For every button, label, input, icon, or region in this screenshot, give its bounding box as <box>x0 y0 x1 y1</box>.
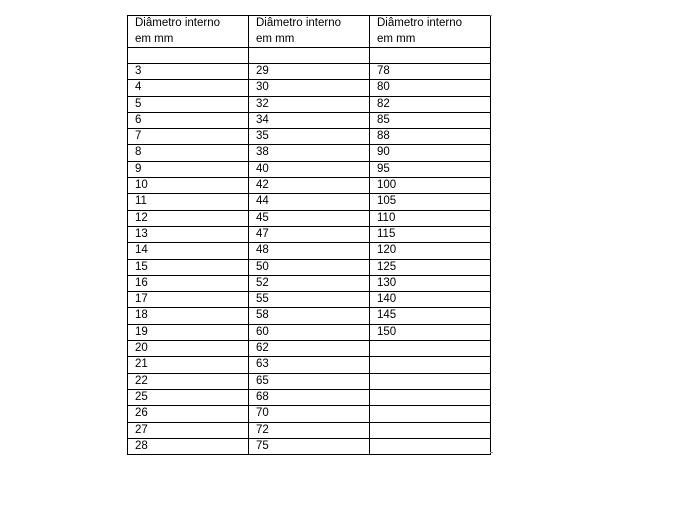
table-cell[interactable]: 125 <box>370 259 491 275</box>
table-row <box>128 422 491 438</box>
header-cell-2[interactable] <box>249 16 370 48</box>
table-row <box>128 438 491 454</box>
table-row <box>128 275 491 291</box>
table-cell[interactable]: 105 <box>370 194 491 210</box>
table-cell[interactable]: 26 <box>128 406 249 422</box>
table-cell[interactable] <box>249 48 370 64</box>
table-cell[interactable]: 12 <box>128 210 249 226</box>
table-cell[interactable]: 11 <box>128 194 249 210</box>
table-cell[interactable]: 120 <box>370 243 491 259</box>
header-unit: em mm <box>256 32 295 45</box>
table-cell[interactable]: 88 <box>370 129 491 145</box>
table-cell[interactable]: 75 <box>249 438 370 454</box>
table-cell[interactable]: 85 <box>370 112 491 128</box>
table-cell[interactable] <box>370 373 491 389</box>
table-cell[interactable]: 50 <box>249 259 370 275</box>
header-row <box>128 16 491 48</box>
table-cell[interactable]: 47 <box>249 226 370 242</box>
table-cell[interactable]: 110 <box>370 210 491 226</box>
table-cell[interactable]: 44 <box>249 194 370 210</box>
table-cell[interactable]: 29 <box>249 64 370 80</box>
table-cell[interactable]: 62 <box>249 341 370 357</box>
table-cell[interactable]: 52 <box>249 275 370 291</box>
table-cell[interactable]: 22 <box>128 373 249 389</box>
table-cell[interactable]: 82 <box>370 96 491 112</box>
table-cell[interactable]: 21 <box>128 357 249 373</box>
table-cell[interactable] <box>370 389 491 405</box>
table-row <box>128 80 491 96</box>
header-text: Diâmetro interno <box>256 17 342 29</box>
table-cell[interactable]: 27 <box>128 422 249 438</box>
header-cell-1[interactable] <box>128 16 249 48</box>
diameter-table <box>127 15 491 455</box>
header-unit: em mm <box>377 32 416 45</box>
table-row <box>128 389 491 405</box>
header-unit: em mm <box>135 32 174 45</box>
table-row <box>128 178 491 194</box>
table-cell[interactable]: 3 <box>128 64 249 80</box>
table-row <box>128 112 491 128</box>
table-cell[interactable] <box>370 422 491 438</box>
table-cell[interactable]: 40 <box>249 161 370 177</box>
table-row <box>128 243 491 259</box>
table-cell[interactable]: 25 <box>128 389 249 405</box>
table-cell[interactable]: 65 <box>249 373 370 389</box>
table-cell[interactable]: 8 <box>128 145 249 161</box>
table-cell[interactable]: 150 <box>370 324 491 340</box>
table-cell[interactable]: 32 <box>249 96 370 112</box>
table-cell[interactable]: 35 <box>249 129 370 145</box>
table-row <box>128 357 491 373</box>
table-cell[interactable]: 72 <box>249 422 370 438</box>
table-cell[interactable] <box>370 48 491 64</box>
table-cell[interactable]: 9 <box>128 161 249 177</box>
table-cell[interactable]: 15 <box>128 259 249 275</box>
table-cell[interactable]: 30 <box>249 80 370 96</box>
table-row <box>128 129 491 145</box>
header-text: Diâmetro interno <box>135 17 221 29</box>
table-cell[interactable]: 4 <box>128 80 249 96</box>
table-cell[interactable]: 55 <box>249 292 370 308</box>
table-cell[interactable]: 7 <box>128 129 249 145</box>
header-text: Diâmetro interno <box>377 17 463 29</box>
table-row <box>128 341 491 357</box>
table-row <box>128 292 491 308</box>
text-cursor <box>490 357 491 370</box>
table-cell[interactable]: 28 <box>128 438 249 454</box>
table-row <box>128 373 491 389</box>
table-cell[interactable]: 38 <box>249 145 370 161</box>
table-row <box>128 145 491 161</box>
table-edge-marker <box>490 15 492 16</box>
table-row <box>128 161 491 177</box>
table-row <box>128 64 491 80</box>
table-row <box>128 194 491 210</box>
table-cell[interactable]: 5 <box>128 96 249 112</box>
table-cell[interactable]: 70 <box>249 406 370 422</box>
table-cell[interactable]: 145 <box>370 308 491 324</box>
table-cell[interactable]: 80 <box>370 80 491 96</box>
table-cell[interactable]: 10 <box>128 178 249 194</box>
table-cell[interactable] <box>370 341 491 357</box>
table-cell[interactable]: 34 <box>249 112 370 128</box>
table-cell[interactable]: 45 <box>249 210 370 226</box>
header-cell-3[interactable] <box>370 16 491 48</box>
table-cell[interactable]: 42 <box>249 178 370 194</box>
table-cell[interactable]: 58 <box>249 308 370 324</box>
table-cell[interactable]: 48 <box>249 243 370 259</box>
table-cell[interactable]: 20 <box>128 341 249 357</box>
table-row <box>128 406 491 422</box>
table-cell[interactable] <box>370 406 491 422</box>
table-cell[interactable]: 17 <box>128 292 249 308</box>
table-cell[interactable]: 6 <box>128 112 249 128</box>
table-cell[interactable]: 68 <box>249 389 370 405</box>
table-row <box>128 96 491 112</box>
table-row <box>128 308 491 324</box>
table-row <box>128 259 491 275</box>
table-resize-handle[interactable] <box>490 452 493 453</box>
table-row <box>128 226 491 242</box>
table-row <box>128 324 491 340</box>
table-cell[interactable]: 13 <box>128 226 249 242</box>
table-cell[interactable]: 18 <box>128 308 249 324</box>
table-cell[interactable]: 16 <box>128 275 249 291</box>
table-cell[interactable] <box>128 48 249 64</box>
table-cell[interactable]: 130 <box>370 275 491 291</box>
table-cell[interactable]: 95 <box>370 161 491 177</box>
table-cell[interactable]: 19 <box>128 324 249 340</box>
table-row <box>128 210 491 226</box>
table-cell[interactable]: 63 <box>249 357 370 373</box>
table-cell[interactable]: 14 <box>128 243 249 259</box>
table-cell[interactable] <box>370 357 491 373</box>
table-cell[interactable]: 90 <box>370 145 491 161</box>
blank-row <box>128 48 491 64</box>
table-cell[interactable]: 115 <box>370 226 491 242</box>
table-cell[interactable]: 78 <box>370 64 491 80</box>
table-cell[interactable] <box>370 438 491 454</box>
table-cell[interactable]: 140 <box>370 292 491 308</box>
table-cell[interactable]: 100 <box>370 178 491 194</box>
table-cell[interactable]: 60 <box>249 324 370 340</box>
